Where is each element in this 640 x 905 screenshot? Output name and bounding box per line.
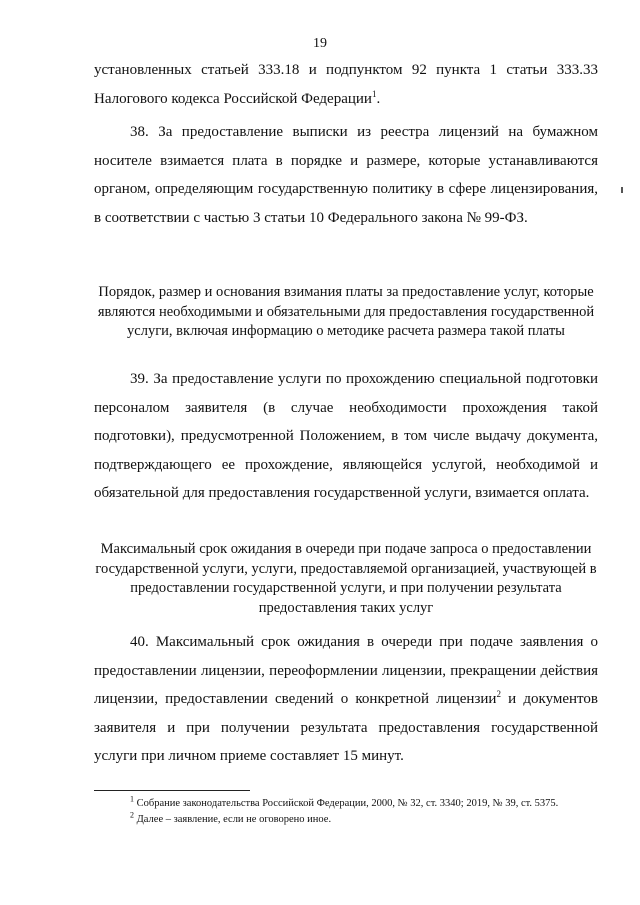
footnote-1 [130, 794, 600, 811]
footnote-text: Собрание законодательства Российской Федерации, 2000, № 32, ст. 3340; 2019, № 39, ст. 5375. [136, 798, 559, 809]
footnote-ref-2: 2 [496, 689, 501, 699]
footnote-mark: 1 [130, 794, 134, 804]
paragraph-continuation-text: установленных статьей 333.18 и подпунктом 92 пункта 1 статьи 333.33 Налогового кодекса Российской Федерации [94, 62, 598, 107]
margin-mark [621, 187, 623, 193]
footnote-separator [94, 790, 250, 791]
section-heading-queue-time: Максимальный срок ожидания в очереди при подаче запроса о предоставлении государственной услуги, услуги, предоставляемой организацией, участвующей в предоставлении государственной услуги, и при получении результата предоставления таких услуг [95, 541, 597, 616]
paragraph-40 [94, 628, 598, 771]
footnote-text: Далее – заявление, если не оговорено иное. [136, 814, 332, 825]
footnote-ref-1: 1 [371, 88, 377, 99]
paragraph-38: 38. За предоставление выписки из реестра лицензий на бумажном носителе взимается плата в порядке и размере, которые устанавливаются органом, определяющим государственную политику в сфере лицензирования, в соответствии с частью 3 статьи 10 Федерального закона № 99-ФЗ. [94, 124, 598, 226]
paragraph-continuation [94, 56, 598, 113]
footnote-mark: 2 [130, 810, 134, 820]
paragraph-40-text: 40. Максимальный срок ожидания в очереди при подаче заявления о предоставлении лицензии, переоформлении лицензии, прекращении действия лицензии, предоставлении сведений о конкретной лицензии [94, 634, 598, 707]
page-number: 19 [313, 36, 327, 51]
section-heading-fees: Порядок, размер и основания взимания платы за предоставление услуг, которые являются необходимыми и обязательными для предоставления государственной услуги, включая информацию о методике расчета размера такой платы [97, 284, 595, 339]
paragraph-40-tail: и документов заявителя и при получении результата предоставления государственной услуги при личном приеме составляет 15 минут. [94, 691, 598, 764]
footnote-2 [130, 810, 600, 827]
paragraph-39: 39. За предоставление услуги по прохождению специальной подготовки персоналом заявителя (в случае необходимости прохождения такой подготовки), предусмотренной Положением, в том числе выдачу документа, подтверждающего ее прохождение, являющейся услугой, необходимой и обязательной для предоставления государственной услуги, взимается оплата. [94, 371, 598, 501]
paragraph-continuation-tail: . [376, 90, 381, 107]
